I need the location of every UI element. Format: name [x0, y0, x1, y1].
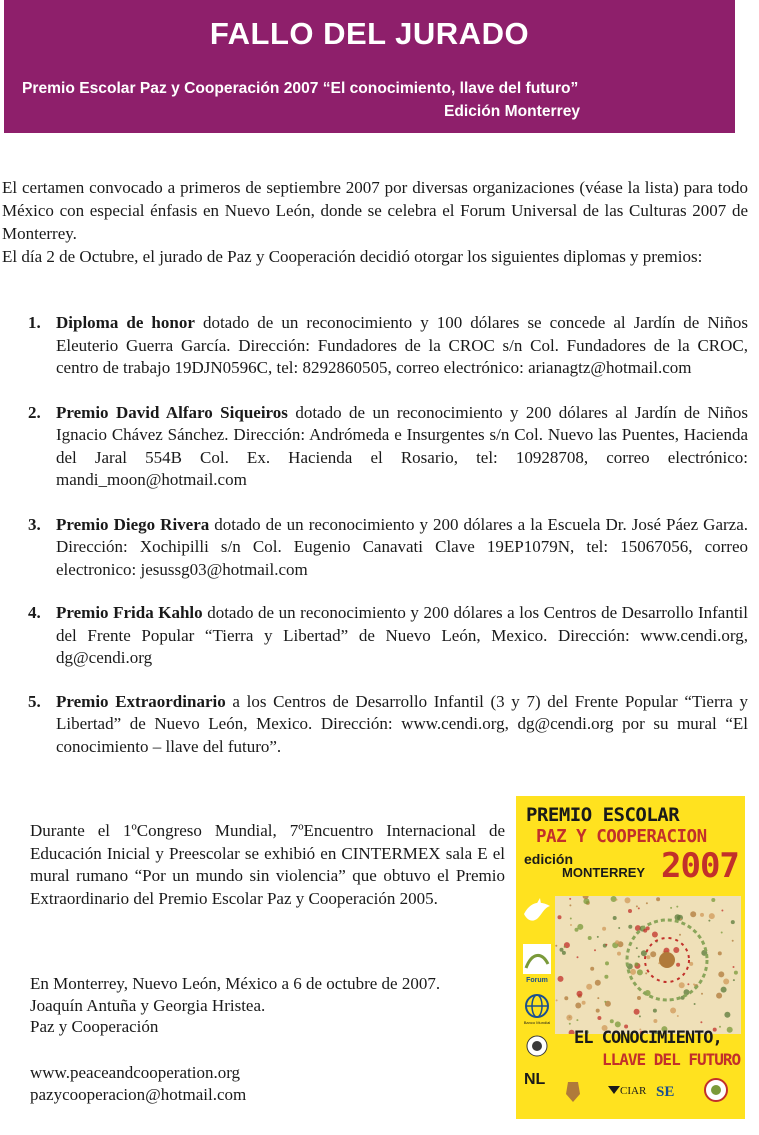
prize-name: Diploma de honor	[56, 313, 195, 332]
contact-links	[30, 1062, 246, 1106]
mural-dot	[637, 996, 641, 1000]
mural-dot	[734, 971, 738, 975]
poster-slogan: EL CONOCIMIENTO,	[574, 1028, 722, 1048]
page-subtitle: Premio Escolar Paz y Cooperación 2007 “El conocimiento, llave del futuro”	[22, 80, 579, 97]
mural-dot	[560, 948, 564, 952]
mural-dot	[615, 1021, 621, 1027]
mural-dot	[701, 993, 703, 995]
mural-dot	[652, 932, 658, 938]
mural-dot	[604, 975, 608, 979]
prize-item	[28, 312, 748, 380]
se-logo: SE	[656, 1084, 675, 1100]
mural-dot	[611, 896, 617, 902]
mural-dot	[555, 945, 557, 947]
mural-dot	[670, 1008, 676, 1014]
dove-icon	[524, 898, 550, 921]
mural-dot	[687, 983, 689, 985]
mural-artwork	[555, 896, 741, 1034]
mural-dot	[625, 897, 631, 903]
mural-dot	[694, 1003, 696, 1005]
mural-dot	[556, 999, 558, 1001]
round-logo-icon	[705, 1079, 727, 1101]
poster-city: MONTERREY	[562, 865, 646, 880]
mural-dot	[564, 946, 566, 948]
mural-dot	[636, 905, 638, 907]
poster-subtitle: PAZ Y COOPERACION	[536, 827, 707, 847]
prize-description: dotado de un reconocimiento y 200 dólares a la Escuela Dr. José Páez Garza. Dirección: Xochipilli s/n Col. Eugenio Canavati Clave 19EP1079N, tel: 15067056, correo electronico: jesussg03@hotmail.com	[56, 514, 748, 579]
mural-dot	[650, 951, 656, 957]
mural-dot	[597, 1016, 601, 1020]
mural-dot	[732, 940, 734, 942]
mural-dot	[733, 979, 735, 981]
mural-dot	[731, 920, 735, 924]
mural-dot	[618, 927, 620, 929]
mural-dot	[616, 899, 618, 901]
mural-dot	[604, 1001, 606, 1003]
mural-dot	[558, 976, 564, 982]
prize-description: dotado de un reconocimiento y 100 dólares se concede al Jardín de Niños Eleuterio Guerra García. Dirección: Fundadores de la CROC s/n Col. Fundadores de la CROC, centro de trabajo 19DJN0596C, tel: 8292860505, correo electrónico: arianagtz@hotmail.com	[56, 313, 749, 377]
forum-logo-box	[523, 944, 551, 974]
mural-dot	[733, 966, 735, 968]
mural-dot	[582, 1001, 586, 1005]
mural-dot	[602, 927, 606, 931]
mural-dot	[721, 987, 727, 993]
mural-dot	[653, 1019, 657, 1023]
mural-dot	[610, 1019, 614, 1023]
mural-dot	[679, 934, 681, 936]
mural-dot	[676, 906, 678, 908]
mural-dot	[721, 932, 723, 934]
mural-dot	[724, 1012, 730, 1018]
mural-dot	[634, 1009, 640, 1015]
mural-dot	[679, 982, 685, 988]
prize-item	[28, 514, 748, 582]
mural-dot	[646, 955, 650, 959]
poster-edition: edición	[524, 851, 574, 867]
prize-name: Premio David Alfaro Siqueiros	[56, 402, 288, 422]
mural-dot	[595, 980, 601, 986]
intro-paragraph: El certamen convocado a primeros de septiembre 2007 por diversas organizaciones (véase la lista) para todo México con especial énfasis en Nuevo León, donde se celebra el Forum Universal de las Culturas 2007 de Monterrey.	[2, 178, 748, 243]
organization-name: Paz y Cooperación	[30, 1017, 159, 1036]
mural-dot	[628, 909, 632, 913]
mural-dot	[569, 904, 571, 906]
mural-dot	[597, 936, 599, 938]
header-banner	[4, 0, 735, 133]
mural-dot	[639, 1015, 641, 1017]
prize-description: dotado de un reconocimiento y 200 dólares a los Centros de Desarrollo Infantil del Frente Popular “Tierra y Libertad” de Nuevo León, Mexico. Dirección: www.cendi.org, dg@cendi.org	[56, 603, 748, 667]
mural-dot	[700, 1021, 702, 1023]
prize-name: Premio Diego Rivera	[56, 514, 210, 534]
mural-dot	[583, 898, 589, 904]
mural-dot	[597, 997, 599, 999]
mural-dot	[693, 983, 695, 985]
prize-name: Premio Extraordinario	[56, 691, 226, 711]
mural-dot	[680, 918, 682, 920]
prize-item	[28, 602, 748, 670]
nl-logo: NL	[524, 1071, 546, 1088]
congress-paragraph: Durante el 1ºCongreso Mundial, 7ºEncuentro Internacional de Educación Inicial y Preescolar se exhibió en CINTERMEX sala E el mural rumano “Por un mundo sin violencia” que obtuvo el Premio Extraordinario del Premio Escolar Paz y Cooperación 2005.	[30, 821, 505, 908]
mural-dot	[577, 956, 579, 958]
mural-dot	[558, 915, 562, 919]
mural-dot	[630, 969, 636, 975]
page-title: FALLO DEL JURADO	[209, 16, 530, 51]
ciar-logo: CIAR	[620, 1085, 647, 1097]
mural-dot	[718, 971, 724, 977]
mural-dot	[637, 969, 643, 975]
poster-slogan-accent: LLAVE DEL FUTURO	[602, 1050, 741, 1069]
mural-dot	[673, 947, 679, 953]
poster-year: 2007	[661, 846, 739, 886]
mural-dot	[676, 963, 680, 967]
email-link[interactable]: pazycooperacion@hotmail.com	[30, 1085, 247, 1104]
mural-dot	[709, 913, 715, 919]
mural-dot	[677, 1015, 679, 1017]
mural-dot	[570, 918, 572, 920]
intro-paragraph: El día 2 de Octubre, el jurado de Paz y Cooperación decidió otorgar los siguientes diplomas y premios:	[2, 247, 703, 266]
event-poster	[516, 796, 745, 1119]
mural-dot	[708, 920, 710, 922]
mural-dot	[711, 898, 715, 902]
mural-dot	[721, 910, 723, 912]
mural-dot	[577, 991, 583, 997]
prize-item	[28, 402, 748, 492]
mural-dot	[646, 902, 648, 904]
closing-block	[30, 973, 510, 1038]
place-date: En Monterrey, Nuevo León, México a 6 de octubre de 2007.	[30, 974, 441, 993]
mural-dot	[570, 924, 572, 926]
prize-description: dotado de un reconocimiento y 200 dólares al Jardín de Niños Ignacio Chávez Sánchez. Dirección: Andrómeda e Insurgentes s/n Col. Nuevo las Puentes, Hacienda del Jaral 554B Col. Ex. Hacienda el Rosario, tel: 10928708, correo electrónico: mandi_moon@hotmail.com	[56, 402, 748, 489]
website-link[interactable]: www.peaceandcooperation.org	[30, 1063, 241, 1082]
mural-dot	[566, 1015, 572, 1021]
mural-dot	[718, 951, 722, 955]
mural-dot	[638, 907, 640, 909]
signers: Joaquín Antuña y Georgia Hristea.	[30, 995, 266, 1015]
mural-dot	[588, 936, 592, 940]
globe-icon	[526, 995, 548, 1017]
mural-dot	[635, 962, 639, 966]
mural-dot	[605, 944, 607, 946]
bank-logo: Banco Mundial	[523, 1020, 551, 1025]
mural-dot	[690, 911, 696, 917]
mural-dot	[638, 956, 640, 958]
prize-description: a los Centros de Desarrollo Infantil (3 y 7) del Frente Popular “Tierra y Libertad” de Nuevo León, Mexico. Dirección: www.cendi.org, dg@cendi.org por su mural “El conocimiento – llave del futuro”.	[56, 691, 748, 756]
mural-dot	[670, 907, 672, 909]
mural-dot	[576, 1019, 578, 1021]
seal-icon	[527, 1036, 547, 1056]
prize-number: 3.	[28, 514, 41, 534]
mural-dot	[727, 1027, 733, 1033]
prize-item	[28, 691, 748, 759]
prize-number: 4.	[28, 603, 41, 622]
mural-dot	[586, 984, 592, 990]
mural-dot	[628, 925, 632, 929]
mural-dot	[656, 897, 660, 901]
mural-dot	[569, 898, 571, 900]
mural-dot	[645, 972, 647, 974]
mural-dot	[577, 924, 583, 930]
mural-dot	[564, 996, 568, 1000]
mural-dot	[575, 1003, 581, 1009]
intro-text	[2, 176, 748, 268]
mural-dot	[723, 979, 729, 985]
prize-number: 5.	[28, 691, 41, 711]
mural-dot	[590, 967, 594, 971]
mural-dot	[700, 913, 704, 917]
mural-dot	[716, 993, 722, 999]
mural-dot	[636, 947, 638, 949]
mural-dot	[594, 949, 596, 951]
prize-list	[28, 312, 748, 758]
forum-logo: Forum	[526, 977, 548, 984]
prize-number: 2.	[28, 402, 41, 422]
mural-dot	[605, 961, 609, 965]
poster-title: PREMIO ESCOLAR	[526, 804, 680, 826]
crest-icon	[566, 1082, 580, 1102]
ciar-logo-mark	[608, 1086, 620, 1094]
mural-dot	[596, 1009, 600, 1013]
mural-dot	[617, 952, 621, 956]
mural-dot	[653, 1009, 657, 1013]
mural-dot	[562, 951, 566, 955]
mural-dot	[569, 1023, 571, 1025]
page-subtitle-edition: Edición Monterrey	[444, 103, 581, 120]
prize-number: 1.	[28, 313, 41, 332]
mural-dot	[613, 916, 617, 920]
mural-dot	[615, 940, 619, 944]
sponsor-logo-row	[516, 1072, 745, 1119]
prize-name: Premio Frida Kahlo	[56, 603, 203, 622]
